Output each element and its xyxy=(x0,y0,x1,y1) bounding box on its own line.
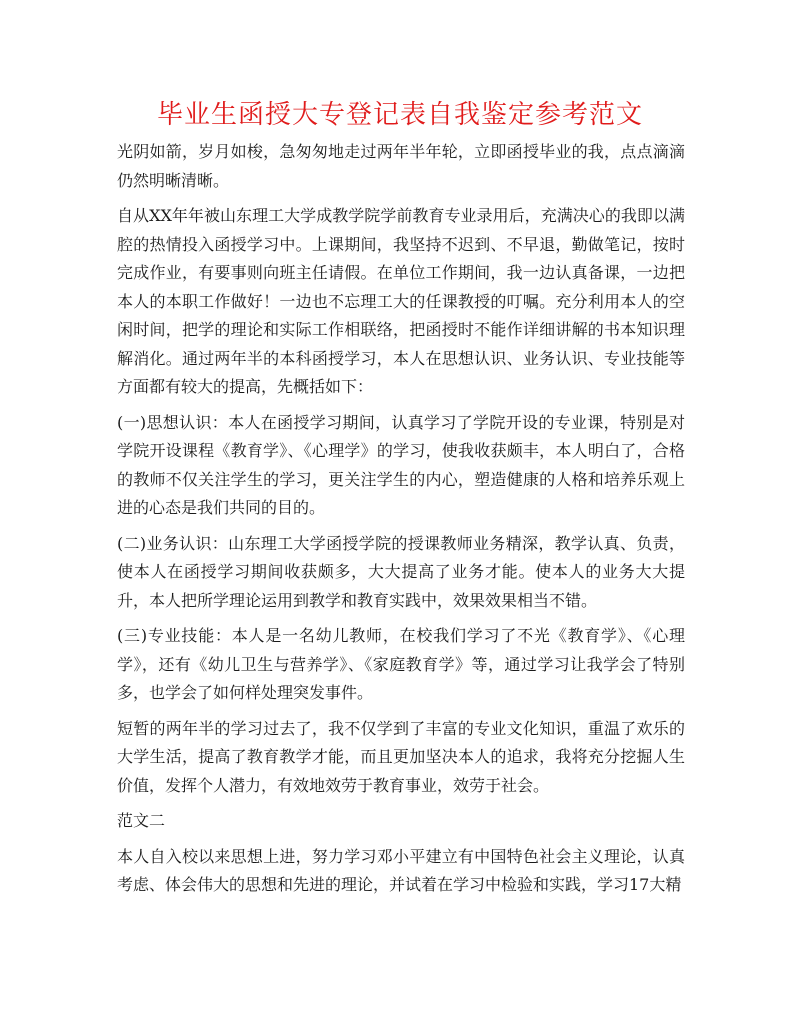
paragraph-study-overview: 自从XX年年被山东理工大学成教学院学前教育专业录用后，充满决心的我即以满腔的热情投入函授学习中。上课期间，我坚持不迟到、不早退，勤做笔记，按时完成作业，有要事则向班主任请假。在单位工作期间，我一边认真备课，一边把本人的本职工作做好！一边也不忘理工大的任课教授的叮嘱。充分利用本人的空闲时间，把学的理论和实际工作相联络，把函授时不能作详细讲解的书本知识理解消化。通过两年半的本科函授学习，本人在思想认识、业务认识、专业技能等方面都有较大的提高，先概括如下： xyxy=(117,206,685,396)
paragraph-sample-two: 本人自入校以来思想上进，努力学习邓小平建立有中国特色社会主义理论，认真考虑、体会伟大的思想和先进的理论，并试着在学习中检验和实践，学习17大精 xyxy=(117,846,685,894)
paragraph-summary: 短暂的两年半的学习过去了，我不仅学到了丰富的专业文化知识，重温了欢乐的大学生活，提高了教育教学才能，而且更加坚决本人的追求，我将充分挖掘人生价值，发挥个人潜力，有效地效劳于教育事业，效劳于社会。 xyxy=(117,718,685,795)
document-body xyxy=(117,138,685,907)
document-title: 毕业生函授大专登记表自我鉴定参考范文 xyxy=(156,100,643,130)
section-heading-sample-two: 范文二 xyxy=(117,811,166,830)
paragraph-intro: 光阴如箭，岁月如梭，急匆匆地走过两年半年轮，立即函授毕业的我，点点滴滴仍然明晰清晰。 xyxy=(117,142,685,190)
paragraph-professional: (二)业务认识：山东理工大学函授学院的授课教师业务精深，教学认真、负责，使本人在函授学习期间收获颇多，大大提高了业务才能。使本人的业务大大提升，本人把所学理论运用到教学和教育实践中，效果效果相当不错。 xyxy=(117,533,685,610)
paragraph-skills: (三)专业技能：本人是一名幼儿教师，在校我们学习了不光《教育学》、《心理学》，还有《幼儿卫生与营养学》、《家庭教育学》等，通过学习让我学会了特别多，也学会了如何样处理突发事件。 xyxy=(117,626,685,702)
paragraph-ideology: (一)思想认识：本人在函授学习期间，认真学习了学院开设的专业课，特别是对学院开设课程《教育学》、《心理学》的学习，使我收获颇丰，本人明白了，合格的教师不仅关注学生的学习，更关注学生的内心，塑造健康的人格和培养乐观上进的心态是我们共同的目的。 xyxy=(117,412,685,517)
